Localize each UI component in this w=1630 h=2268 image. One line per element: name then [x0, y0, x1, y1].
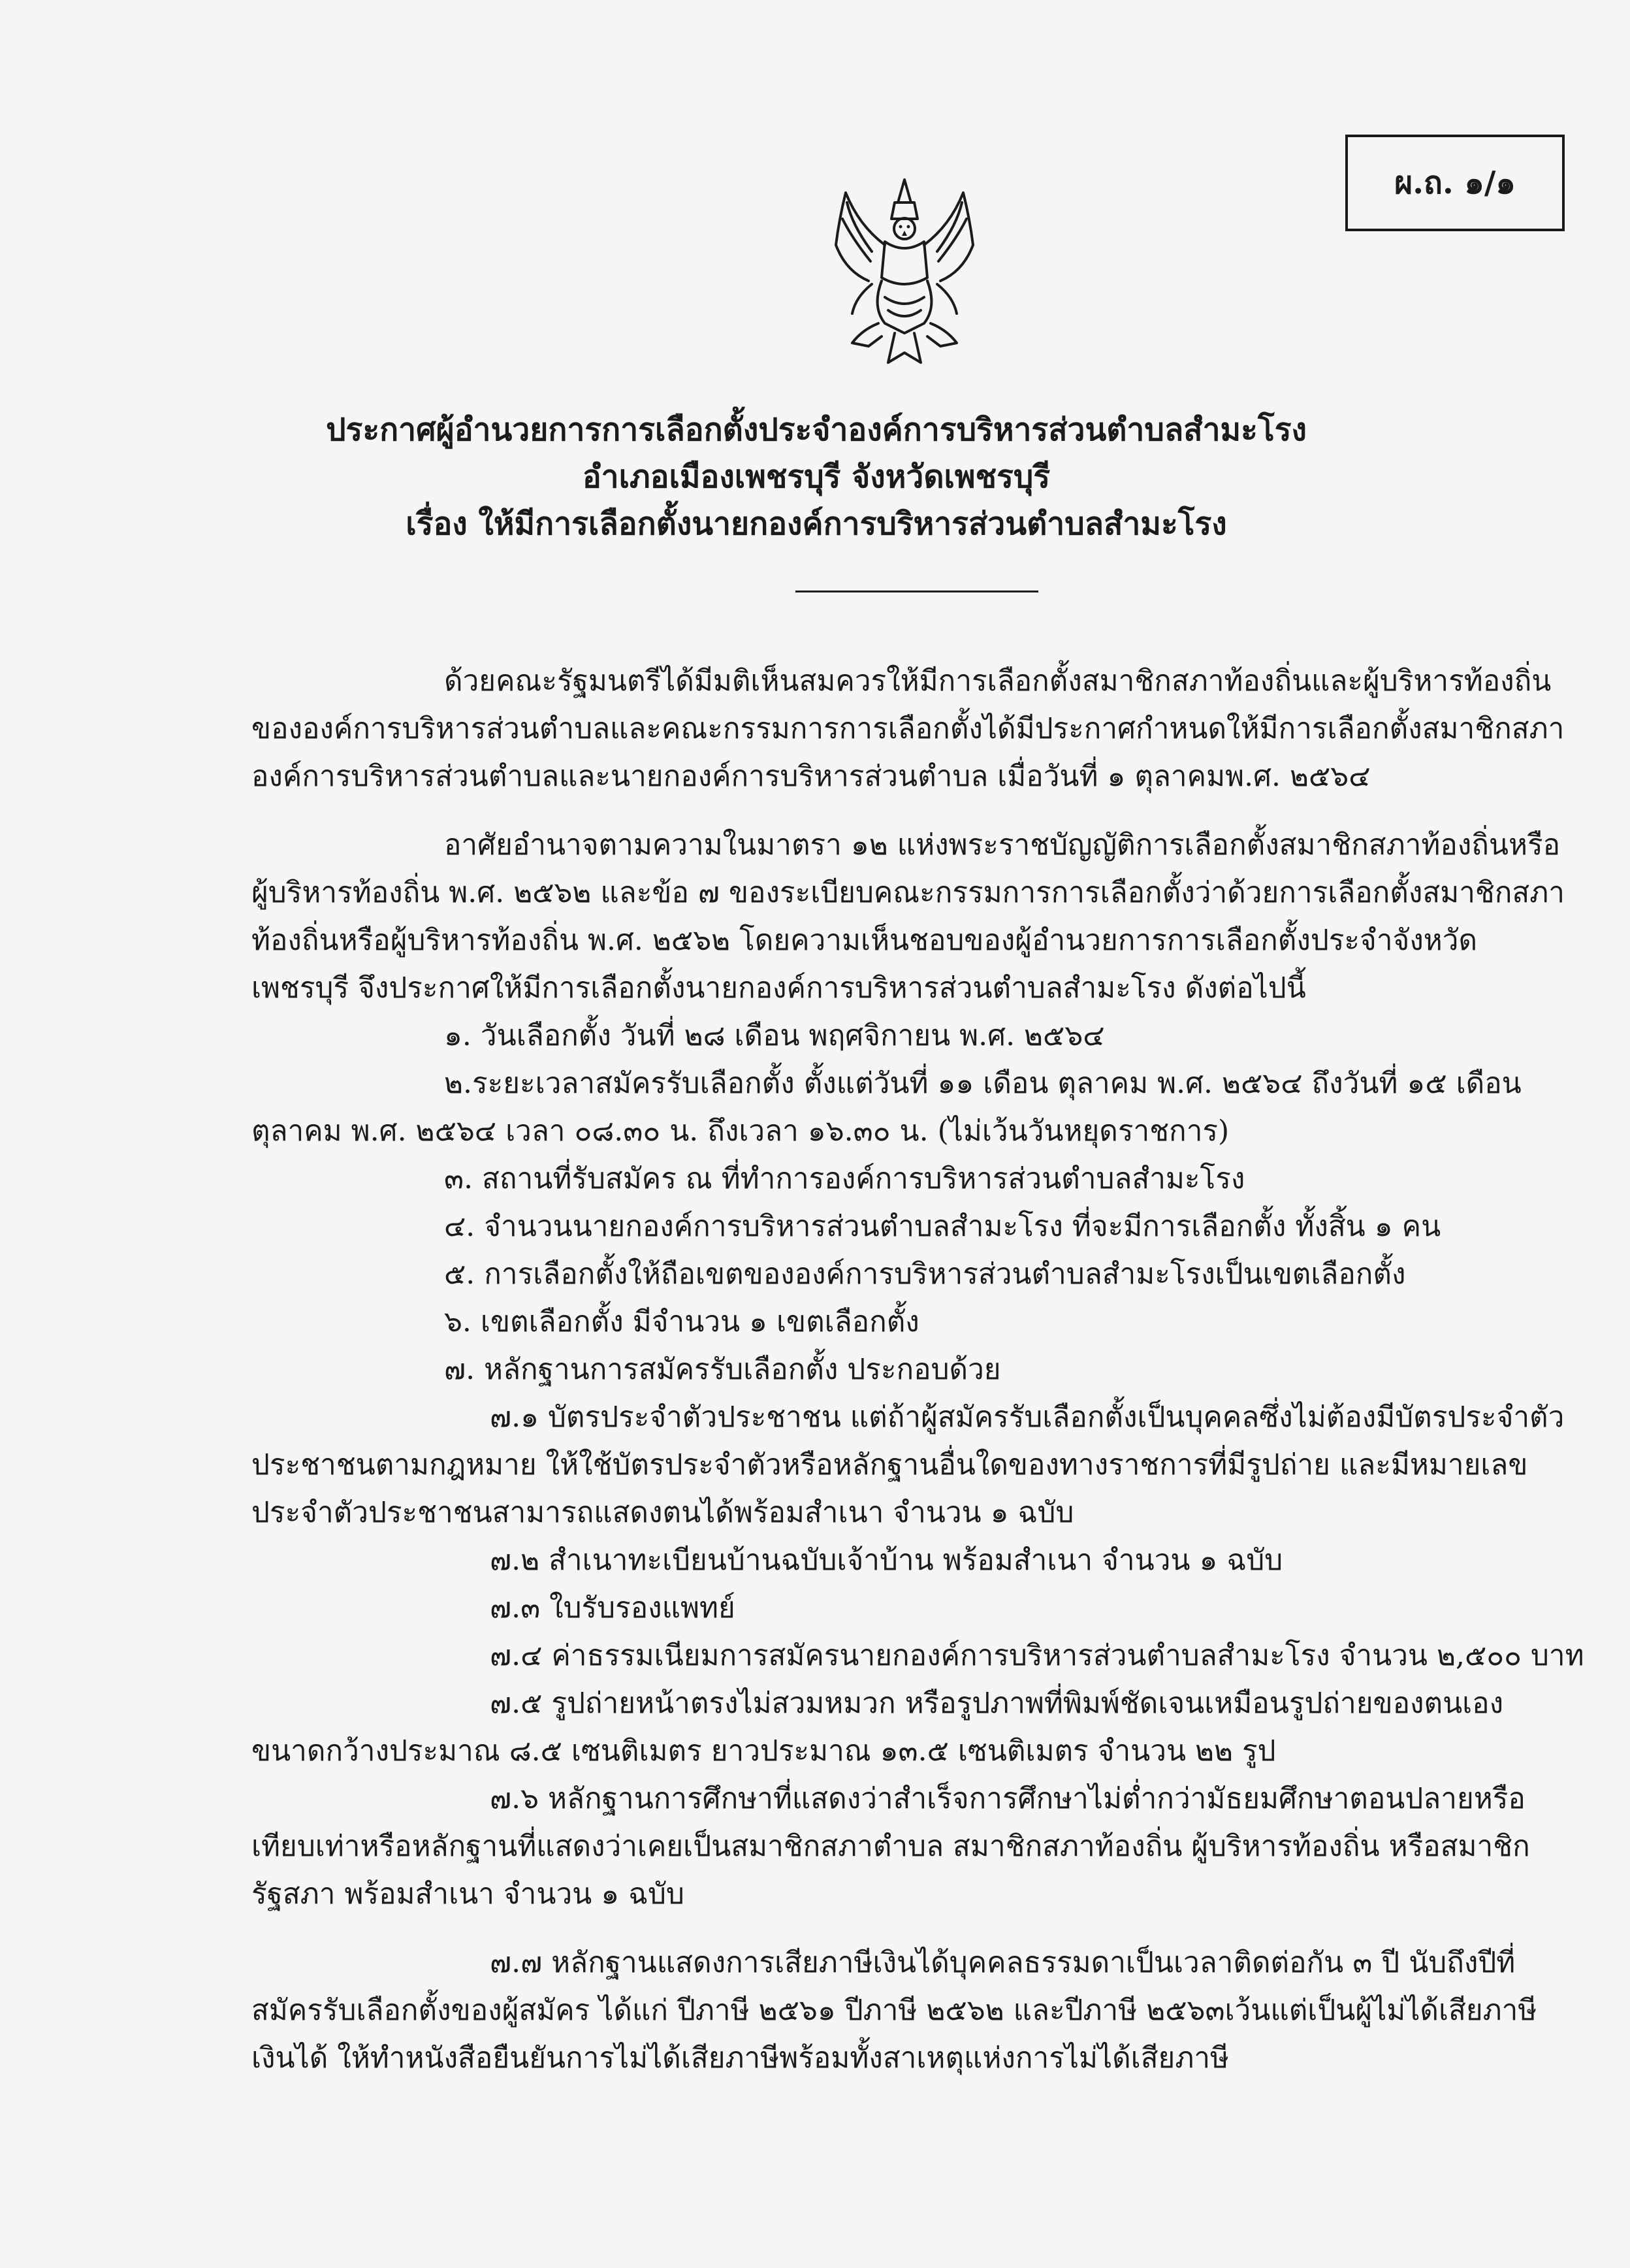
paragraph-2-line-4: เพชรบุรี จึงประกาศให้มีการเลือกตั้งนายกองค์การบริหารส่วนตำบลสำมะโรง ดังต่อไปนี้ — [251, 971, 1306, 1005]
header-line-2: อำเภอเมืองเพชรบุรี จังหวัดเพชรบุรี — [582, 459, 1051, 495]
item-7-1-line-1: ๗.๑ บัตรประจำตัวประชาชน แต่ถ้าผู้สมัครรับเลือกตั้งเป็นบุคคลซึ่งไม่ต้องมีบัตรประจำตัว — [490, 1401, 1565, 1434]
item-7-7-line-2: สมัครรับเลือกตั้งของผู้สมัคร ได้แก่ ปีภาษี ๒๕๖๑ ปีภาษี ๒๕๖๒ และปีภาษี ๒๕๖๓เว้นแต่เป็นผู้ไม่ได้เสียภาษี — [251, 1994, 1537, 2027]
item-7-4: ๗.๔ ค่าธรรมเนียมการสมัครนายกองค์การบริหารส่วนตำบลสำมะโรง จำนวน ๒,๕๐๐ บาท — [490, 1639, 1584, 1672]
item-7: ๗. หลักฐานการสมัครรับเลือกตั้ง ประกอบด้วย — [444, 1353, 1001, 1386]
paragraph-1-line-3: องค์การบริหารส่วนตำบลและนายกองค์การบริหารส่วนตำบล เมื่อวันที่ ๑ ตุลาคมพ.ศ. ๒๕๖๔ — [251, 760, 1371, 793]
item-7-7-line-1: ๗.๗ หลักฐานแสดงการเสียภาษีเงินได้บุคคลธรรมดาเป็นเวลาติดต่อกัน ๓ ปี นับถึงปีที่ — [490, 1946, 1516, 1979]
paragraph-2-line-2: ผู้บริหารท้องถิ่น พ.ศ. ๒๕๖๒ และข้อ ๗ ของระเบียบคณะกรรมการการเลือกตั้งว่าด้วยการเลือกตั้งสมาชิกสภา — [251, 876, 1565, 909]
item-3: ๓. สถานที่รับสมัคร ณ ที่ทำการองค์การบริหารส่วนตำบลสำมะโรง — [444, 1162, 1245, 1195]
paragraph-2-line-3: ท้องถิ่นหรือผู้บริหารท้องถิ่น พ.ศ. ๒๕๖๒ โดยความเห็นชอบของผู้อำนวยการการเลือกตั้งประจำจังหวัด — [251, 924, 1478, 957]
item-7-6-line-2: เทียบเท่าหรือหลักฐานที่แสดงว่าเคยเป็นสมาชิกสภาตำบล สมาชิกสภาท้องถิ่น ผู้บริหารท้องถิ่น หรือสมาชิก — [251, 1830, 1530, 1863]
paragraph-1-line-2: ขององค์การบริหารส่วนตำบลและคณะกรรมการการเลือกตั้งได้มีประกาศกำหนดให้มีการเลือกตั้งสมาชิกสภา — [251, 712, 1565, 745]
item-7-7-line-3: เงินได้ ให้ทำหนังสือยืนยันการไม่ได้เสียภาษีพร้อมทั้งสาเหตุแห่งการไม่ได้เสียภาษี — [251, 2041, 1230, 2075]
item-4: ๔. จำนวนนายกองค์การบริหารส่วนตำบลสำมะโรง ที่จะมีการเลือกตั้ง ทั้งสิ้น ๑ คน — [444, 1210, 1441, 1243]
item-1: ๑. วันเลือกตั้ง วันที่ ๒๘ เดือน พฤศจิกายน พ.ศ. ๒๕๖๔ — [444, 1019, 1105, 1052]
item-7-1-line-2: ประชาชนตามกฎหมาย ให้ใช้บัตรประจำตัวหรือหลักฐานอื่นใดของทางราชการที่มีรูปถ่าย และมีหมายเลข — [251, 1448, 1528, 1482]
item-2-line-1: ๒.ระยะเวลาสมัครรับเลือกตั้ง ตั้งแต่วันที่ ๑๑ เดือน ตุลาคม พ.ศ. ๒๕๖๔ ถึงวันที่ ๑๕ เดือน — [444, 1067, 1522, 1100]
paragraph-1-line-1: ด้วยคณะรัฐมนตรีได้มีมติเห็นสมควรให้มีการเลือกตั้งสมาชิกสภาท้องถิ่นและผู้บริหารท้องถิ่น — [444, 664, 1552, 698]
item-7-3: ๗.๓ ใบรับรองแพทย์ — [490, 1591, 735, 1625]
item-7-2: ๗.๒ สำเนาทะเบียนบ้านฉบับเจ้าบ้าน พร้อมสำเนา จำนวน ๑ ฉบับ — [490, 1544, 1283, 1577]
item-7-5-line-2: ขนาดกว้างประมาณ ๘.๕ เซนติเมตร ยาวประมาณ ๑๓.๕ เซนติเมตร จำนวน ๒๒ รูป — [251, 1734, 1276, 1768]
header-line-3: เรื่อง ให้มีการเลือกตั้งนายกองค์การบริหารส่วนตำบลสำมะโรง — [406, 506, 1227, 542]
document-code: ผ.ถ. ๑/๑ — [1394, 165, 1516, 201]
item-7-6-line-1: ๗.๖ หลักฐานการศึกษาที่แสดงว่าสำเร็จการศึกษาไม่ต่ำกว่ามัธยมศึกษาตอนปลายหรือ — [490, 1782, 1526, 1815]
item-2-line-2: ตุลาคม พ.ศ. ๒๕๖๔ เวลา ๐๘.๓๐ น. ถึงเวลา ๑๖.๓๐ น. (ไม่เว้นวันหยุดราชการ) — [251, 1114, 1230, 1148]
item-6: ๖. เขตเลือกตั้ง มีจำนวน ๑ เขตเลือกตั้ง — [444, 1305, 919, 1338]
paragraph-2-line-1: อาศัยอำนาจตามความในมาตรา ๑๒ แห่งพระราชบัญญัติการเลือกตั้งสมาชิกสภาท้องถิ่นหรือ — [444, 828, 1561, 862]
item-7-1-line-3: ประจำตัวประชาชนสามารถแสดงตนได้พร้อมสำเนา จำนวน ๑ ฉบับ — [251, 1496, 1074, 1529]
item-5: ๕. การเลือกตั้งให้ถือเขตขององค์การบริหารส่วนตำบลสำมะโรงเป็นเขตเลือกตั้ง — [444, 1257, 1406, 1291]
header-line-1: ประกาศผู้อำนวยการการเลือกตั้งประจำองค์การบริหารส่วนตำบลสำมะโรง — [326, 412, 1307, 448]
item-7-5-line-1: ๗.๕ รูปถ่ายหน้าตรงไม่สวมหมวก หรือรูปภาพที่พิมพ์ชัดเจนเหมือนรูปถ่ายของตนเอง — [490, 1687, 1504, 1720]
item-7-6-line-3: รัฐสภา พร้อมสำเนา จำนวน ๑ ฉบับ — [251, 1877, 684, 1911]
